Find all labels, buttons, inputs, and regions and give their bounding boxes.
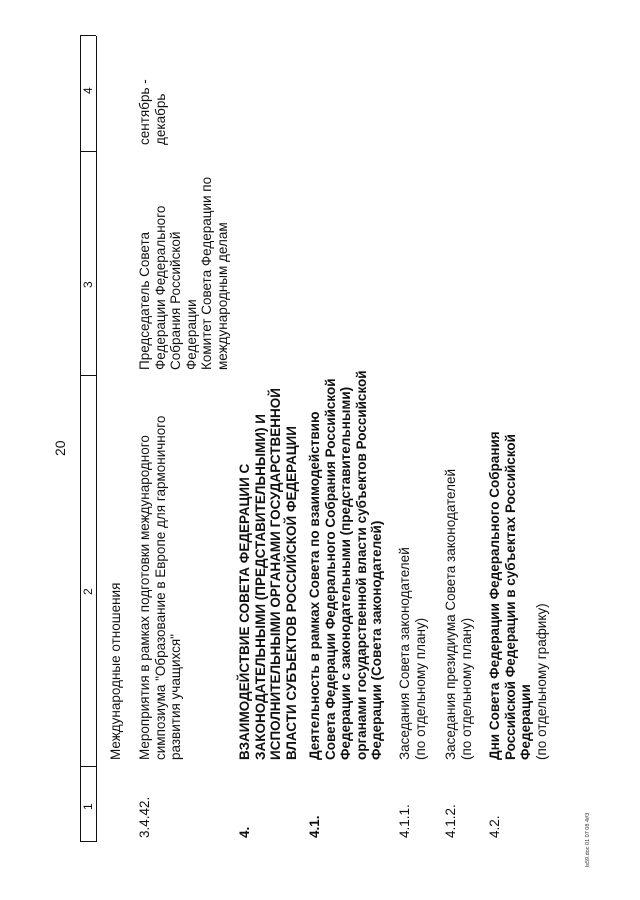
description-line: (по отдельному плану) [458,617,474,760]
header-top-border [80,36,81,842]
description-line: Федерации [518,684,533,760]
responsible-line: Председатель Совета [137,232,152,370]
description-line: Заседания президиума Совета законодателей [443,468,458,760]
row-number: 4.1.1. [397,804,412,838]
description-line: ИСПОЛНИТЕЛЬНЫМИ ОРГАНАМИ ГОСУДАРСТВЕННОЙ [268,387,283,760]
row-description [397,547,428,760]
description-line: Совета Федерации Федерального Собрания Российской [322,378,338,760]
description-line: Деятельность в рамках Совета по взаимодействию [307,411,322,760]
col-header-2: 2 [81,588,95,595]
col-divider-4 [80,35,96,36]
description-line: (по отдельному графику) [533,603,549,760]
responsible-line: Собрания Российской [168,231,183,370]
col-divider-0 [80,841,96,842]
col-header-1: 1 [81,803,95,810]
deadline-line: сентябрь - [137,79,152,145]
description-line: симпозиума "Образование в Европе для гармоничного [152,415,168,760]
page-number: 20 [52,440,68,456]
row-description [237,388,299,760]
row-responsible [137,177,230,370]
row-deadline [137,79,168,145]
row-number: 4.2. [487,815,502,838]
description-line: органами государственной власти субъектов Российской [353,370,369,760]
col-header-4: 4 [81,87,95,94]
header-bottom-border [96,36,97,842]
col-divider-2 [80,375,96,376]
row-number: 3.4.42. [137,796,152,838]
footer-file-code: ls59.doc 01 07 08 4#3 [585,812,591,867]
description-line: Дни Совета Федерации Федерального Собрания [487,431,502,760]
deadline-line: декабрь [152,93,168,145]
description-line: развития учащихся" [168,634,183,760]
col-header-3: 3 [81,281,95,288]
responsible-line: Федерации Федерального [152,205,168,370]
col-divider-3 [80,151,96,152]
responsible-line: Федерации [183,299,199,370]
col-divider-1 [80,766,96,767]
row-description [307,370,385,760]
description-line: Федерации (Совета законодателей) [369,520,384,760]
description-line: ВЗАИМОДЕЙСТВИЕ СОВЕТА ФЕДЕРАЦИИ С [237,463,252,760]
row-number: 4.1.2. [443,804,458,838]
row-number: 4. [237,826,252,838]
responsible-line: международным делам [214,222,230,370]
row-number: 4.1. [307,815,322,838]
responsible-line: Комитет Совета Федерации по [199,176,214,370]
description-line: ЗАКОНОДАТЕЛЬНЫМИ (ПРЕДСТАВИТЕЛЬНЫМИ) И [252,414,268,760]
section-title: Международные отношения [108,582,123,760]
description-line: Федерации с законодательными (представительными) [338,386,353,760]
description-line: ВЛАСТИ СУБЪЕКТОВ РОССИЙСКОЙ ФЕДЕРАЦИИ [283,426,299,760]
description-line: Заседания Совета законодателей [397,547,412,760]
description-line: (по отдельному плану) [412,617,428,760]
row-description [443,469,474,760]
row-description [487,431,549,760]
row-description [137,416,184,760]
description-line: Российской Федерации в субъектах Российской [502,434,518,760]
description-line: Мероприятия в рамках подготовки международного [137,435,152,760]
